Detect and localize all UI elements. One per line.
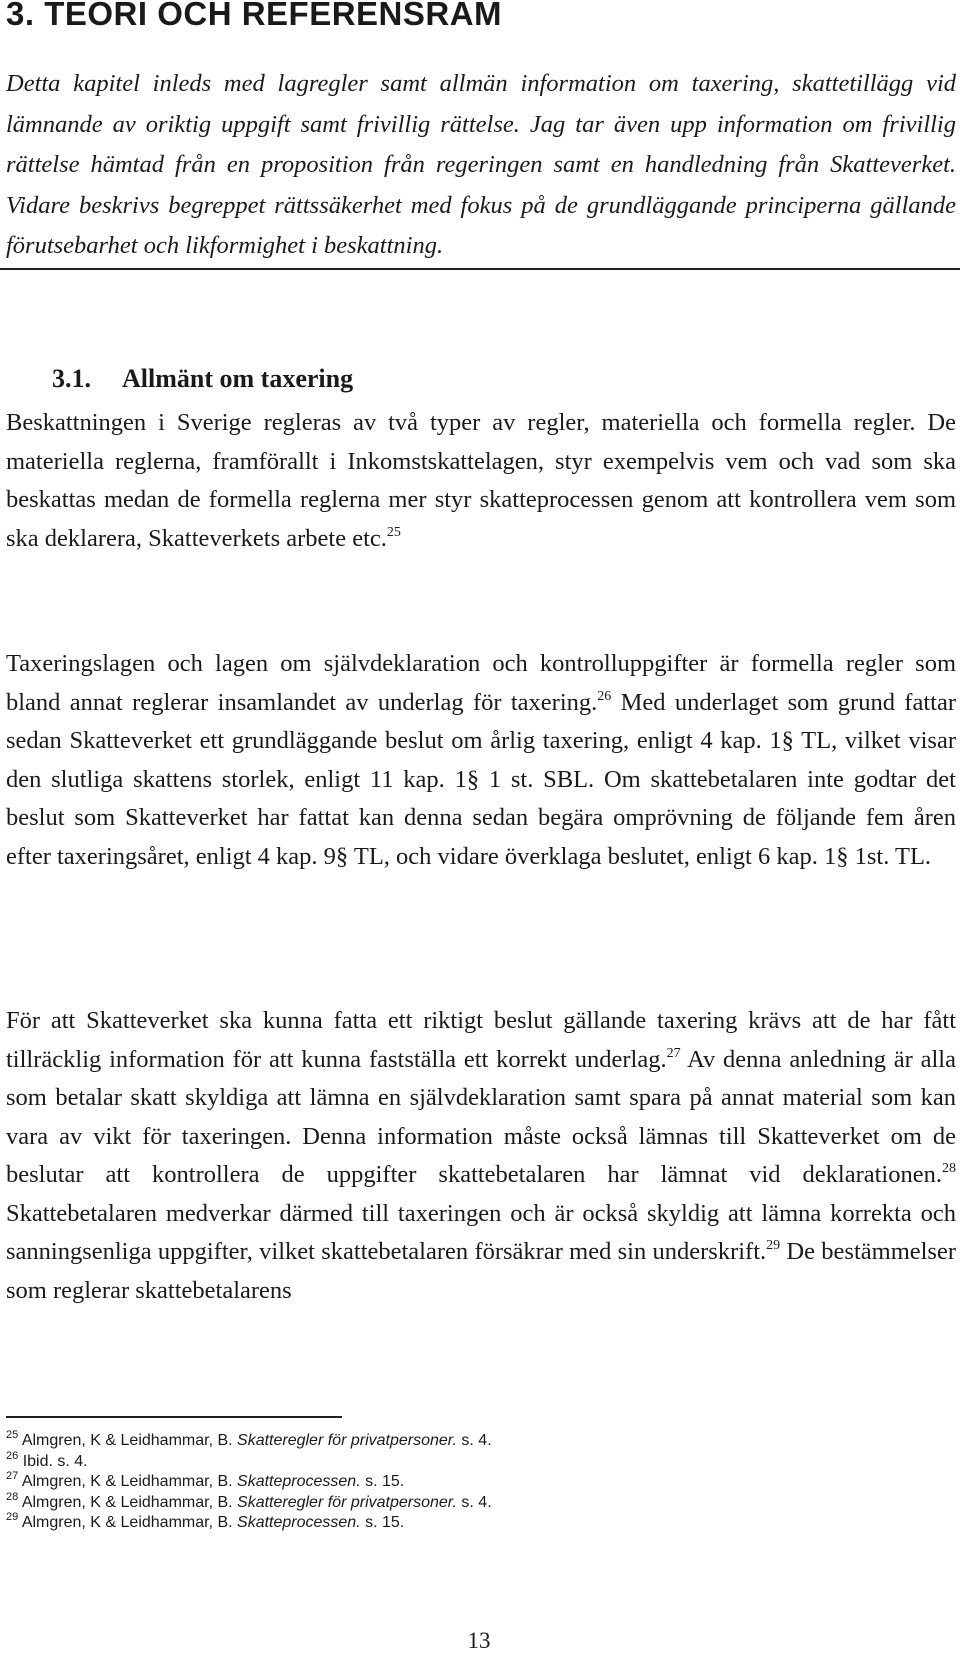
footnotes <box>6 1431 906 1534</box>
chapter-intro: Detta kapitel inleds med lagregler samt allmän information om taxering, skattetillägg vid lämnande av oriktig uppgift samt frivillig rättelse. Jag tar även upp information om frivillig rättelse hämtad från en proposition från regeringen samt en handledning från Skatteverket. Vidare beskrivs begreppet rättssäkerhet med fokus på de grundläggande principerna gällande förutsebarhet och likformighet i beskattning. <box>6 70 956 259</box>
footnote-title: Skatteregler för privatpersoner. <box>237 1493 457 1511</box>
footnote-author: Almgren, K & Leidhammar, B. <box>21 1473 238 1490</box>
paragraph-2 <box>6 645 956 876</box>
footnote-number: 28 <box>6 1490 19 1503</box>
footnote-title: Skatteregler för privatpersoner. <box>237 1432 457 1449</box>
section-heading <box>52 363 353 395</box>
footnote <box>6 1431 906 1452</box>
paragraph-text: Av denna anledning är alla som betalar skatt skyldiga att lämna en självdeklaration samt spara på annat material som kan vara av vikt för taxeringen. Denna information måste också lämnas till Skatteverket om de beslutar att kontrollera de uppgifter skattebetalaren har lämnat vid deklarationen. <box>6 1045 956 1188</box>
footnote-page: s. 4. <box>456 1432 492 1449</box>
footnote-ref[interactable]: 25 <box>386 524 401 540</box>
footnote-page: s. 4. <box>456 1493 492 1511</box>
footnote-ref[interactable]: 29 <box>766 1238 781 1253</box>
page-number: 13 <box>467 1628 491 1653</box>
footnote-page: s. 15. <box>360 1514 405 1531</box>
paragraph-text: Taxeringslagen och lagen om självdeklaration och kontrolluppgifter är formella regler som bland annat reglerar insamlandet av underlag för taxering. <box>6 650 956 716</box>
footnote-author: Almgren, K & Leidhammar, B. <box>21 1493 238 1511</box>
footnote-number: 26 <box>6 1449 19 1462</box>
paragraph-1 <box>6 404 956 558</box>
footnote <box>6 1449 906 1473</box>
footnote-title: Skatteprocessen. <box>237 1514 361 1531</box>
paragraph-3 <box>6 1002 956 1310</box>
footnote-ref[interactable]: 27 <box>666 1045 681 1061</box>
paragraph-text: De bestämmelser som reglerar skattebetalarens <box>6 1238 956 1304</box>
footnote-page: s. 15. <box>360 1473 405 1490</box>
footnote-author: Almgren, K & Leidhammar, B. <box>21 1514 238 1531</box>
footnote-ref[interactable]: 26 <box>597 688 612 704</box>
footnote-ref[interactable]: 28 <box>942 1161 956 1176</box>
footnote-divider <box>6 1416 342 1418</box>
footnote-number: 29 <box>6 1511 19 1523</box>
footnote <box>6 1472 906 1493</box>
footnote-number: 27 <box>6 1470 19 1482</box>
paragraph-text: Skattebetalaren medverkar därmed till taxeringen och är också skyldig att lämna korrekta och sanningsenliga uppgifter, vilket skattebetalaren försäkrar med sin underskrift. <box>6 1199 956 1265</box>
footnote-title: Skatteprocessen. <box>237 1473 361 1490</box>
intro-divider <box>0 268 960 270</box>
section-title: Allmänt om taxering <box>122 364 354 393</box>
footnote-number: 25 <box>6 1429 19 1441</box>
footnote <box>6 1513 906 1534</box>
section-number: 3.1. <box>52 364 91 393</box>
footnote <box>6 1490 906 1514</box>
paragraph-text: Beskattningen i Sverige regleras av två typer av regler, materiella och formella regler. De materiella reglerna, framförallt i Inkomstskattelagen, styr exempelvis vem och vad som ska beskattas medan de formella reglerna mer styr skatteprocessen genom att kontrollera vem som ska deklarera, Skatteverkets arbete etc. <box>6 409 956 552</box>
footnote-author: Ibid. s. 4. <box>22 1452 88 1470</box>
footnote-author: Almgren, K & Leidhammar, B. <box>21 1432 238 1449</box>
paragraph-text: Med underlaget som grund fattar sedan Skatteverket ett grundläggande beslut om årlig taxering, enligt 4 kap. 1§ TL, vilket visar den slutliga skattens storlek, enligt 11 kap. 1§ 1 st. SBL. Om skattebetalaren inte godtar det beslut som Skatteverket har fattat kan denna sedan begära omprövning de följande fem åren efter taxeringsåret, enligt 4 kap. 9§ TL, och vidare överklaga beslutet, enligt 6 kap. 1§ 1st. TL. <box>6 688 956 870</box>
paragraph-text: För att Skatteverket ska kunna fatta ett riktigt beslut gällande taxering krävs att de har fått tillräcklig information för att kunna fastställa ett korrekt underlag. <box>6 1007 956 1073</box>
chapter-title: 3. TEORI OCH REFERENSRAM <box>6 0 503 32</box>
